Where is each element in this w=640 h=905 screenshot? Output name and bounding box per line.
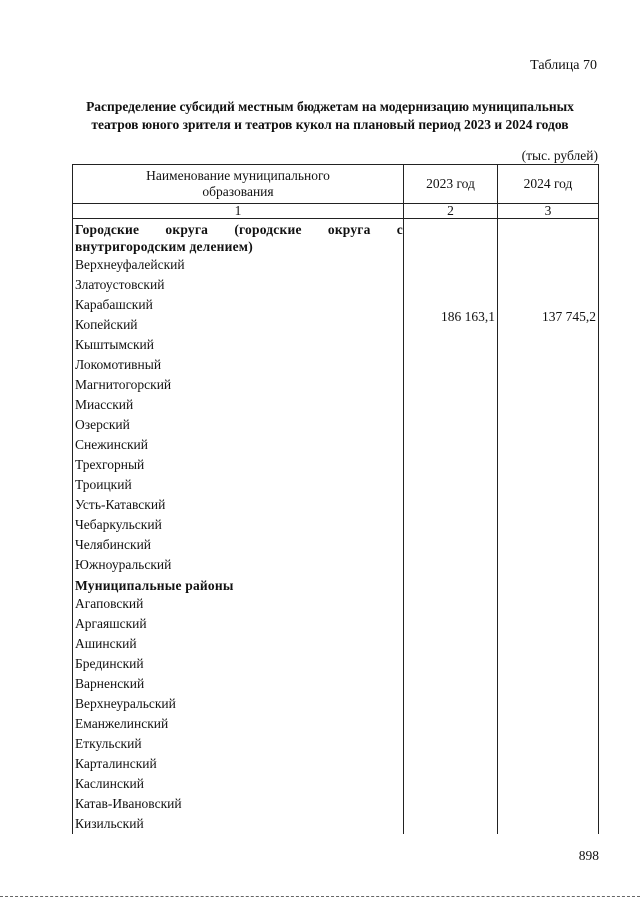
list-item: Копейский (75, 317, 138, 332)
footer-divider (0, 896, 640, 897)
column-number-3: 3 (498, 204, 599, 219)
page-number: 898 (578, 848, 599, 863)
title-line-1: Распределение субсидий местным бюджетам на модернизацию муниципальных (86, 99, 574, 114)
list-item: Верхнеуральский (75, 696, 176, 711)
column-header-name-line2: образования (202, 184, 274, 199)
list-item: Троицкий (75, 477, 132, 492)
group-heading-urban-districts: Городские округа (городские округа с внутригородским делением) (75, 222, 403, 254)
list-item: Магнитогорский (75, 377, 172, 392)
value-2023: 186 163,1 (441, 308, 495, 324)
list-item: Карталинский (75, 756, 157, 771)
list-item: Еткульский (75, 736, 142, 751)
list-item: Верхнеуфалейский (75, 257, 185, 272)
header-row (73, 165, 599, 204)
list-item: Кыштымский (75, 337, 154, 352)
list-item: Локомотивный (75, 357, 162, 372)
list-item: Варненский (75, 676, 145, 691)
list-item: Усть-Катавский (75, 497, 166, 512)
list-item: Чебаркульский (75, 517, 162, 532)
value-2023-cell (404, 219, 498, 835)
list-item: Миасский (75, 397, 134, 412)
list-item: Трехгорный (75, 457, 145, 472)
list-item: Озерский (75, 417, 130, 432)
column-number-2: 2 (404, 204, 498, 219)
list-item: Ашинский (75, 636, 137, 651)
municipality-list-group1 (73, 219, 404, 835)
list-item: Златоустовский (75, 277, 165, 292)
units-note: (тыс. рублей) (521, 148, 598, 163)
group-heading-municipal-districts: Муниципальные районы (75, 578, 234, 593)
list-item: Южноуральский (75, 557, 172, 572)
table-body-row (73, 219, 599, 835)
column-header-2024: 2024 год (498, 165, 599, 204)
list-item: Кизильский (75, 816, 144, 831)
value-2024: 137 745,2 (542, 308, 596, 324)
list-item: Брединский (75, 656, 144, 671)
list-item: Аргаяшский (75, 616, 147, 631)
document-title (60, 98, 600, 134)
column-number-1: 1 (73, 204, 404, 219)
list-item: Агаповский (75, 596, 144, 611)
subsidy-table (72, 164, 599, 834)
column-header-name-line1: Наименование муниципального (146, 168, 330, 183)
table-label: Таблица 70 (530, 58, 597, 73)
list-item: Еманжелинский (75, 716, 169, 731)
list-item: Снежинский (75, 437, 148, 452)
list-item: Челябинский (75, 537, 152, 552)
list-item: Катав-Ивановский (75, 796, 182, 811)
column-header-name (73, 165, 404, 204)
value-2024-cell (498, 219, 599, 835)
list-item: Карабашский (75, 297, 153, 312)
list-item: Каслинский (75, 776, 144, 791)
title-line-2: театров юного зрителя и театров кукол на плановый период 2023 и 2024 годов (91, 117, 569, 132)
column-header-2023: 2023 год (404, 165, 498, 204)
column-number-row (73, 204, 599, 219)
